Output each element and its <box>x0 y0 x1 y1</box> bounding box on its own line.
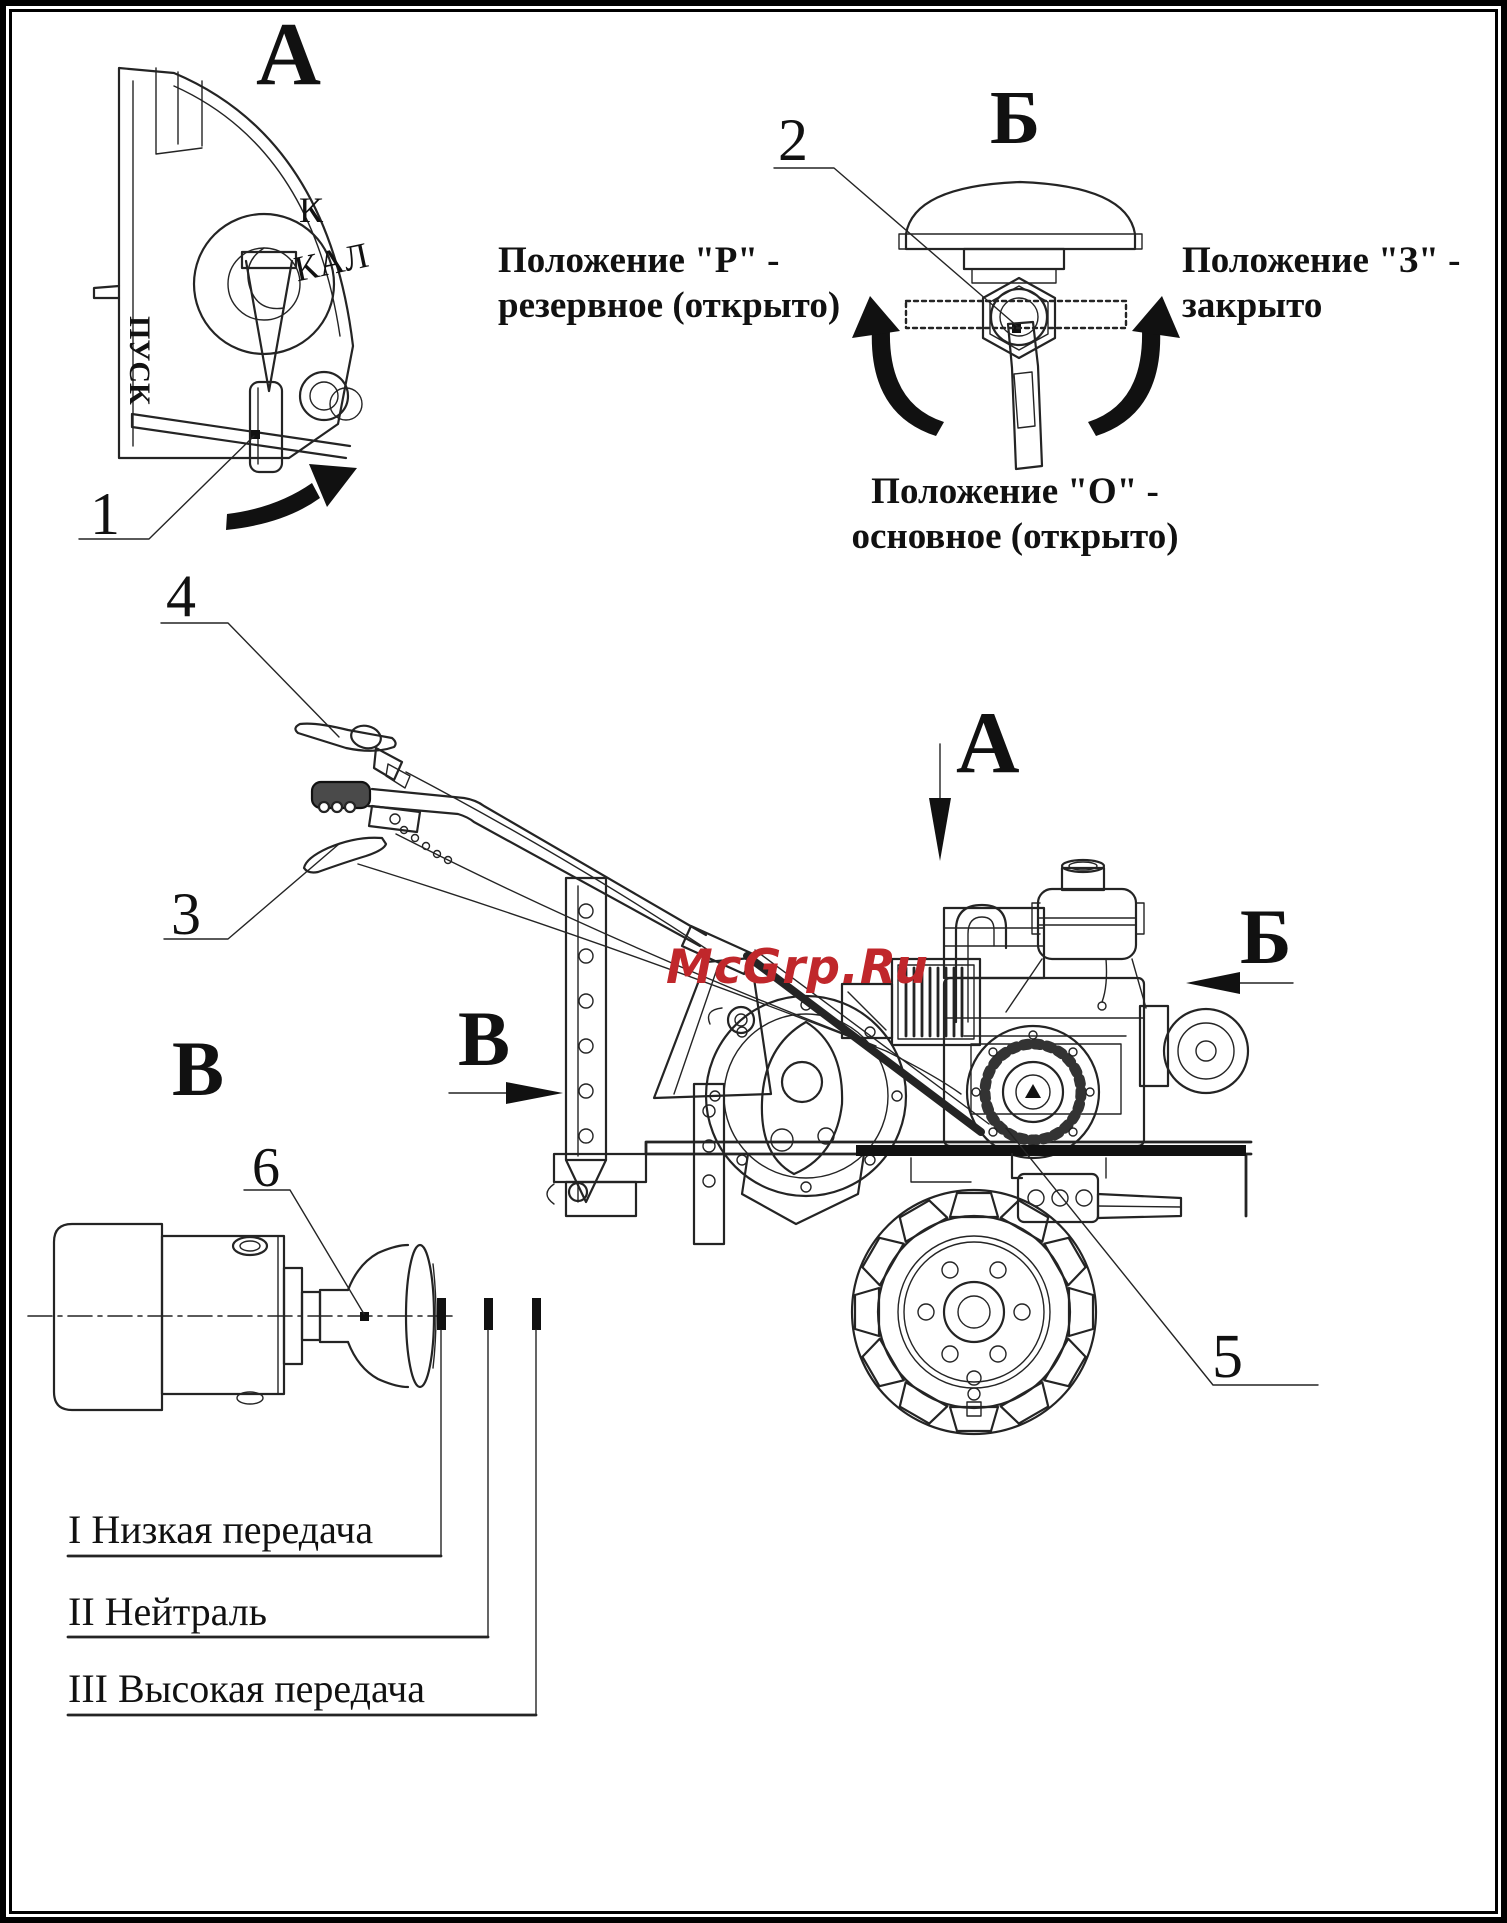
view-a-k-label: К <box>299 190 324 230</box>
direction-v-letter: В <box>458 995 511 1082</box>
gear-position-low: I Низкая передача <box>68 1507 374 1552</box>
gear-position-high: III Высокая передача <box>68 1666 426 1711</box>
view-a-letter: А <box>256 5 321 104</box>
gear-position-neutral: II Нейтраль <box>68 1589 267 1634</box>
view-a-kal-label: КАЛ <box>290 234 372 290</box>
view-a-direction-arrow-icon <box>929 744 951 861</box>
valve-position-reserve-label: Положение "Р" - резервное (открыто) <box>498 240 841 327</box>
view-v-direction-arrow-icon <box>449 1082 563 1104</box>
callout-1: 1 <box>90 481 120 547</box>
gearshift-drawing <box>28 1224 541 1715</box>
callout-4-leader <box>161 623 339 737</box>
swing-arrow-icon <box>226 464 357 530</box>
view-a-pusk-label: ПУСК <box>123 316 156 405</box>
callout-6: 6 <box>252 1137 280 1199</box>
valve-position-closed-label: Положение "З" - закрыто <box>1182 240 1461 327</box>
view-v-letter: В <box>172 1025 225 1112</box>
direction-b-letter: Б <box>1240 893 1292 980</box>
callout-4: 4 <box>166 563 196 629</box>
direction-a-letter: А <box>956 695 1020 792</box>
valve-position-main-label: Положение "О" - основное (открыто) <box>851 471 1179 558</box>
callout-3: 3 <box>171 881 201 947</box>
rotate-close-right-arrow-icon <box>1088 296 1180 436</box>
watermark: McGrp.Ru <box>666 940 929 995</box>
callout-5: 5 <box>1212 1323 1243 1391</box>
view-b-letter: Б <box>990 76 1041 160</box>
rotate-open-left-arrow-icon <box>852 296 944 436</box>
callout-2: 2 <box>778 107 808 173</box>
wheel-lugs <box>855 1193 1093 1431</box>
